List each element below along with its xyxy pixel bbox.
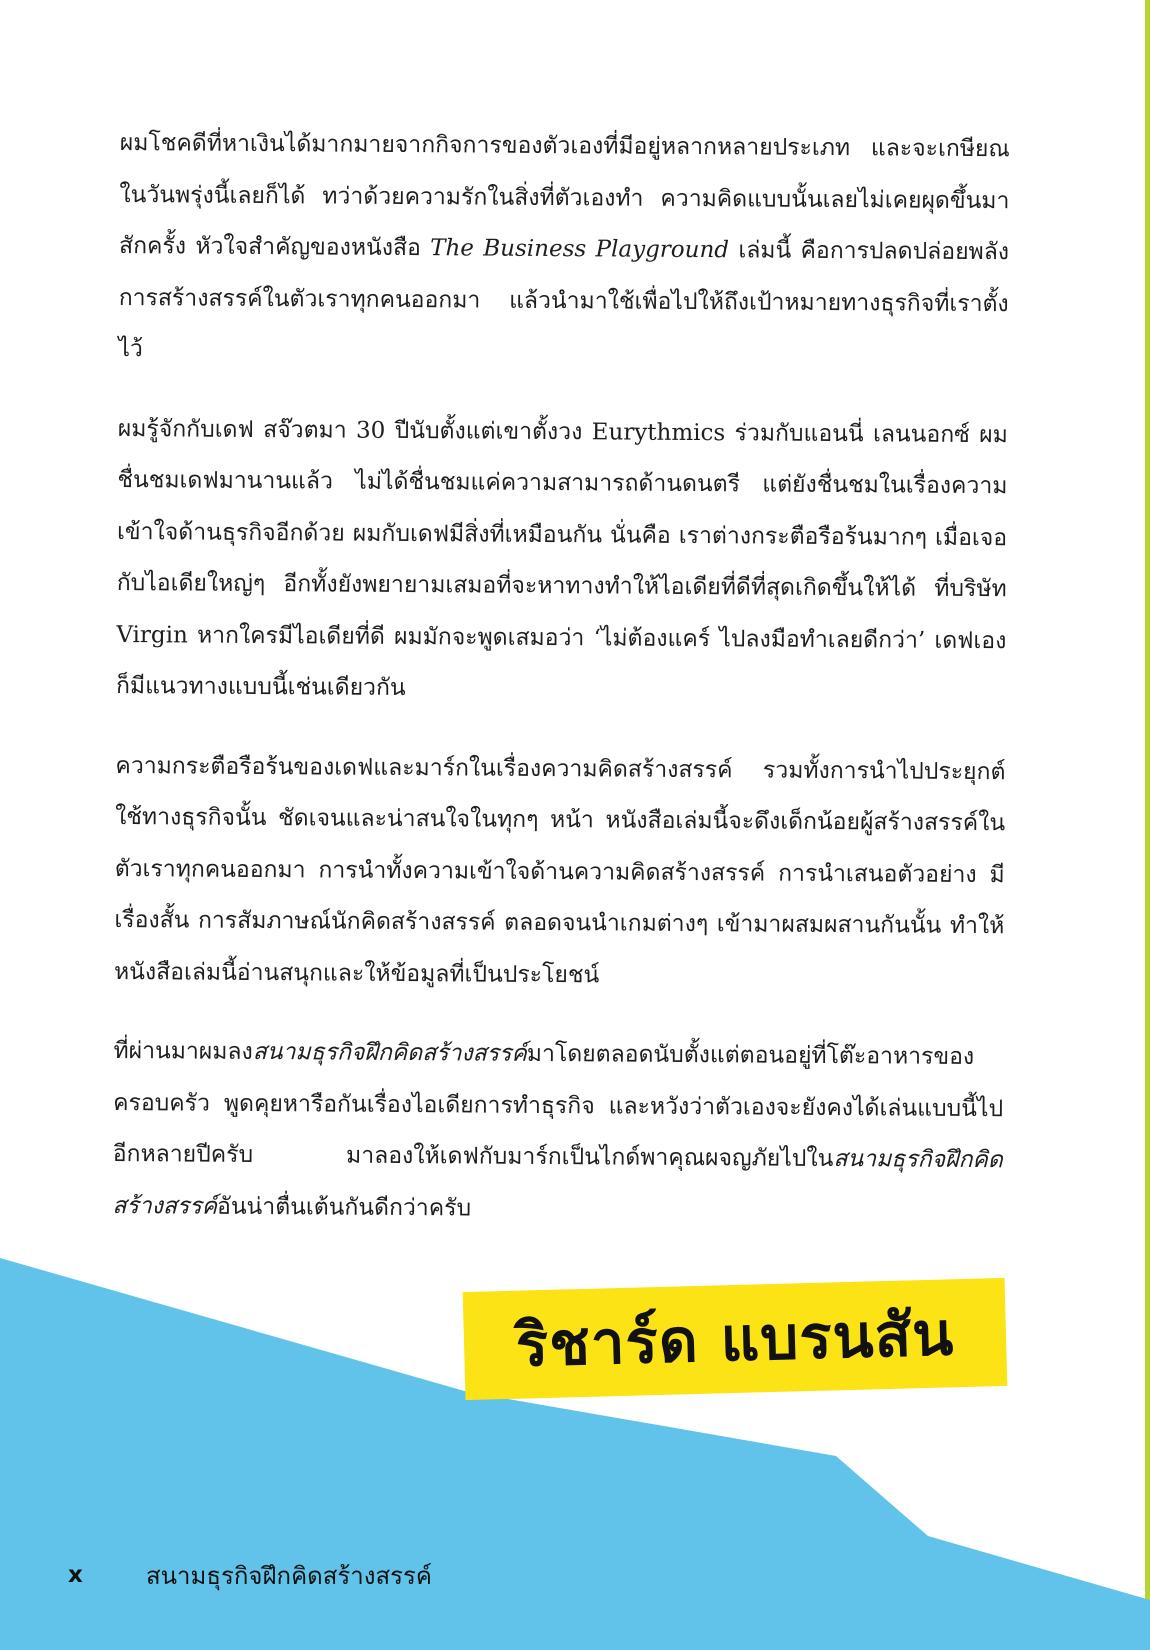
foreword-text-block xyxy=(112,118,1010,1266)
page-footer xyxy=(68,1555,432,1595)
text-run: ผมโชคดีที่หาเงินได้มากมายจากกิจการของตัวเองที่มีอยู่หลากหลายประเภท และจะเกษียณในวันพรุ่งนี้เลยก็ได้ ทว่าด้วยความรักในสิ่งที่ตัวเองทำ ความคิดแบบนั้นเลยไม่เคยผุดขึ้นมาสักครั้ง หัวใจสำคัญของหนังสือ xyxy=(119,129,1010,262)
text-run: เล่มนี้ คือการปลดปล่อยพลังการสร้างสรรค์ในตัวเราทุกคนออกมา แล้วนำมาใช้เพื่อไปให้ถึงเป้าหมายทางธุรกิจที่เราตั้งไว้ xyxy=(118,237,1010,363)
page-number: x xyxy=(68,1562,83,1588)
signature-highlight-box xyxy=(463,1278,1008,1400)
author-signature: ริชาร์ด แบรนสัน xyxy=(514,1298,956,1381)
paragraph xyxy=(114,740,1006,1004)
italic-title-run: The Business Playground xyxy=(430,235,730,264)
text-run: มาโดยตลอดนับตั้งแต่ตอนอยู่ที่โต๊ะอาหารของครอบครัว พูดคุยหารือกันเรื่องไอเดียการทำธุรกิจ และหวังว่าตัวเองจะยังคงได้เล่นแบบนี้ไปอีกหลายปีครับ มาลองให้เดฟกับมาร์กเป็นไกด์พาคุณผจญภัยไปใน xyxy=(112,1040,1004,1173)
paragraph xyxy=(116,403,1008,718)
running-book-title: สนามธุรกิจฝึกคิดสร้างสรรค์ xyxy=(146,1561,432,1590)
text-run: ที่ผ่านมาผมลง xyxy=(113,1037,253,1065)
paragraph xyxy=(112,1026,1003,1238)
text-run: ความกระตือรือร้นของเดฟและมาร์กในเรื่องความคิดสร้างสรรค์ รวมทั้งการนำไปประยุกต์ใช้ทางธุรกิจนั้น ชัดเจนและน่าสนใจในทุกๆ หน้า หนังสือเล่มนี้จะดึงเด็กน้อยผู้สร้างสรรค์ในตัวเราทุกคนออกมา การนำทั้งความเข้าใจด้านความคิดสร้างสรรค์ การนำเสนอตัวอย่าง มีเรื่องสั้น การสัมภาษณ์นักคิดสร้างสรรค์ ตลอดจนนำเกมต่างๆ เข้ามาผสมผสานกันนั้น ทำให้หนังสือเล่มนี้อ่านสนุกและให้ข้อมูลที่เป็นประโยชน์ xyxy=(113,752,1006,988)
paragraph xyxy=(118,118,1010,382)
italic-title-run: สนามธุรกิจฝึกคิดสร้างสรรค์ xyxy=(252,1038,527,1067)
italic-title-run: สนามธุรกิจฝึกคิดสร้างสรรค์ xyxy=(112,1146,1003,1220)
text-run: ผมรู้จักกับเดฟ สจ๊วตมา 30 ปีนับตั้งแต่เขาตั้งวง Eurythmics ร่วมกับแอนนี่ เลนนอกซ์ ผมชื่นชมเดฟมานานแล้ว ไม่ได้ชื่นชมแค่ความสามารถด้านดนตรี แต่ยังชื่นชมในเรื่องความเข้าใจด้านธุรกิจอีกด้วย ผมกับเดฟมีสิ่งที่เหมือนกัน นั่นคือ เราต่างกระตือรือร้นมากๆ เมื่อเจอกับไอเดียใหญ่ๆ อีกทั้งยังพยายามเสมอที่จะหาทางทำให้ไอเดียที่ดีที่สุดเกิดขึ้นให้ได้ ที่บริษัท Virgin หากใครมีไอเดียที่ดี ผมมักจะพูดเสมอว่า ‘ไม่ต้องแคร์ ไปลงมือทำเลยดีกว่า’ เดฟเองก็มีแนวทางแบบนี้เช่นเดียวกัน xyxy=(115,415,1008,702)
text-run: อันน่าตื่นเต้นกันดีกว่าครับ xyxy=(216,1193,472,1221)
